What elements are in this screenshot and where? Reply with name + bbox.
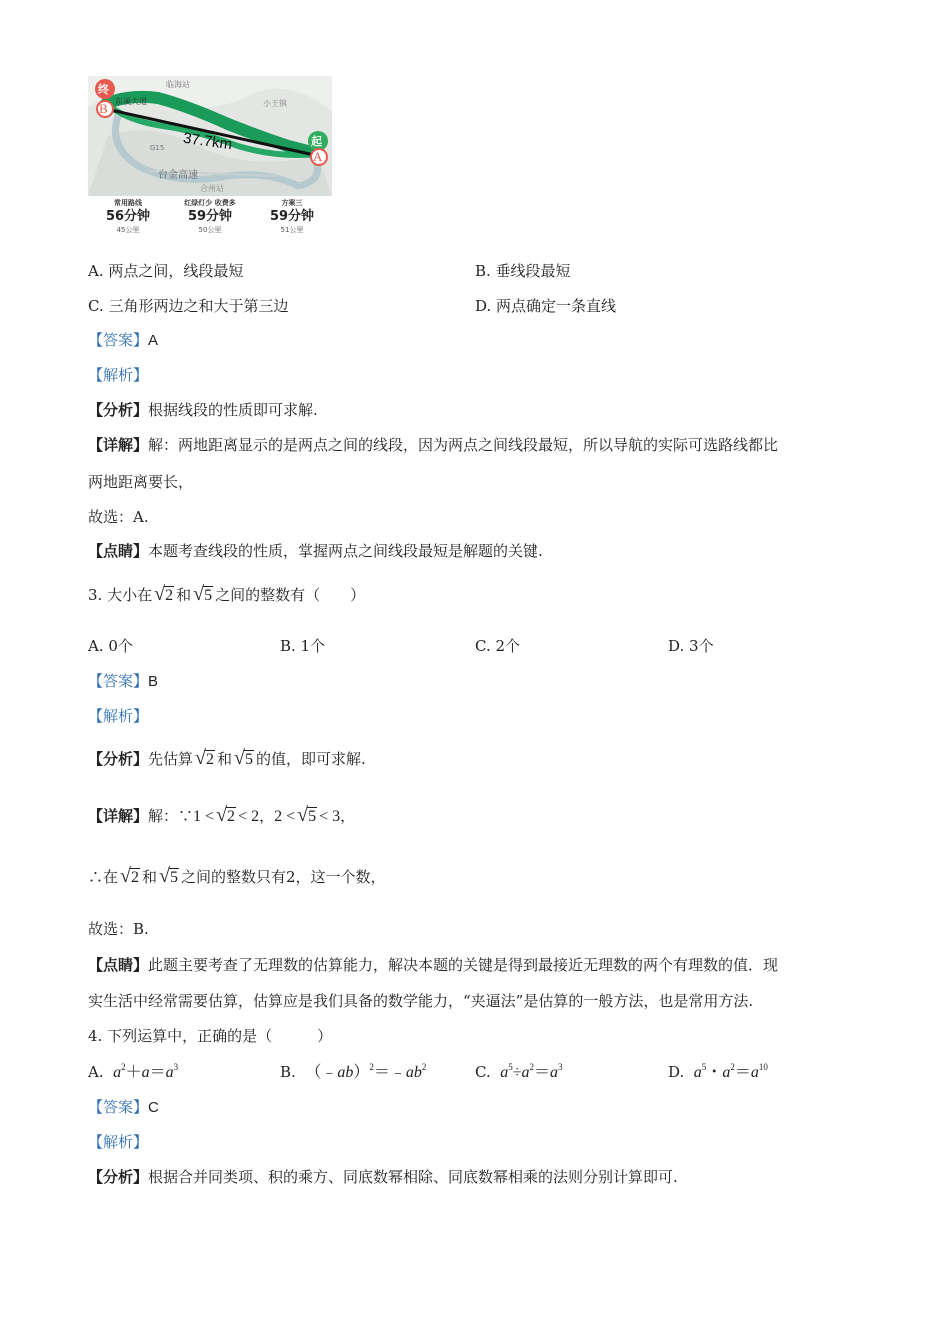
- sqrt-2: √2: [154, 583, 174, 605]
- dianjing-text: 此题主要考查了无理数的估算能力，解决本题的关键是得到最接近无理数的两个有理数的值．现: [148, 956, 779, 974]
- concl-pre: ∴在: [88, 868, 119, 886]
- route-option-2[interactable]: [168, 198, 252, 235]
- q4-stem: 4. 下列运算中，正确的是（ ）: [88, 1027, 333, 1045]
- answer-value: A: [148, 332, 159, 349]
- detail-tag: 【详解】: [88, 436, 149, 454]
- sqrt-2: √2: [195, 747, 215, 769]
- comma: ，: [340, 807, 356, 825]
- stem-post: 之间的整数有（ ）: [215, 586, 366, 604]
- answer-tag: 【答案】: [88, 331, 149, 349]
- fenxi-tag: 【分析】: [88, 401, 149, 419]
- distance-label: 37.7km: [182, 129, 234, 154]
- map-label-place3: 合州站: [200, 184, 224, 193]
- answer-tag: 【答案】: [88, 1098, 149, 1116]
- stem-pre: 3. 大小在: [88, 586, 153, 604]
- point-a-label: A: [313, 149, 323, 164]
- map-label-station: 临海站: [166, 80, 190, 89]
- q3-dianjing-line-2: 实生活中经常需要估算，估算应是我们具备的数学能力，“夹逼法”是估算的一般方法，也是常用方法.: [88, 992, 754, 1010]
- sqrt-5: √5: [234, 747, 254, 769]
- q2-dianjing-line: [88, 541, 543, 561]
- route-summary-row: [88, 198, 332, 244]
- start-marker-label: 起: [311, 135, 322, 148]
- q3-option-d: D. 3个: [668, 637, 714, 655]
- q3-analysis-tag: 【解析】: [88, 707, 149, 725]
- q4-fenxi-line: [88, 1167, 678, 1187]
- sqrt-2: √2: [120, 865, 139, 887]
- radicand: 2: [131, 869, 139, 886]
- map-label-place1: 东溪大道: [115, 97, 147, 106]
- q2-fenxi-line: [88, 400, 318, 420]
- point-b-label: B: [99, 101, 108, 116]
- radicand: 5: [204, 587, 213, 604]
- sqrt-5: √5: [159, 865, 178, 887]
- answer-tag: 【答案】: [88, 672, 149, 690]
- q2-analysis-tag: 【解析】: [88, 366, 149, 384]
- q2-answer-line: [88, 330, 158, 351]
- fenxi-tag: 【分析】: [88, 750, 149, 768]
- answer-value: B: [148, 673, 159, 690]
- radicand: 5: [170, 869, 178, 886]
- q4-analysis-tag: 【解析】: [88, 1133, 149, 1151]
- map-label-road: 台金高速: [158, 170, 198, 181]
- fenxi-tag: 【分析】: [88, 1168, 149, 1186]
- answer-value: C: [148, 1099, 159, 1116]
- concl-post: 之间的整数只有2，这一个数，: [181, 868, 386, 886]
- route-option-1[interactable]: [88, 198, 168, 235]
- q3-choose: 故选：B.: [88, 920, 149, 938]
- dianjing-tag: 【点睛】: [88, 542, 149, 560]
- stem-and: 和: [176, 586, 192, 604]
- map-label-place2: G15: [150, 144, 165, 152]
- sqrt-2: √2: [216, 804, 236, 826]
- route-map-figure: [88, 76, 332, 244]
- fenxi-post: 的值，即可求解.: [256, 750, 366, 768]
- ineq1-right: < 2: [238, 808, 260, 825]
- q2-detail-line-1: [88, 435, 778, 455]
- sqrt-5: √5: [193, 583, 213, 605]
- radicand: 2: [206, 751, 215, 768]
- q3-option-a: A. 0个: [88, 637, 133, 655]
- q2-detail-line-2: 两地距离要长，: [88, 473, 194, 491]
- fenxi-and: 和: [217, 750, 233, 768]
- radicand: 2: [227, 808, 236, 825]
- q3-detail-line: [88, 805, 355, 827]
- detail-text: 解：两地距离显示的是两点之间的线段，因为两点之间线段最短，所以导航的实际可选路线都比: [148, 436, 779, 454]
- q4-option-d: D. $a^5$・$a^2=a^{10}$: [668, 1062, 768, 1081]
- radicand: 2: [165, 587, 174, 604]
- detail-tag: 【详解】: [88, 807, 149, 825]
- route-option-3[interactable]: [252, 198, 332, 235]
- q4-option-a: A. $a^2+a=a^3$: [88, 1062, 179, 1081]
- end-marker-label: 终: [98, 83, 109, 96]
- fenxi-text: 根据线段的性质即可求解.: [148, 401, 318, 419]
- q3-fenxi-line: [88, 748, 366, 770]
- q3-stem: [88, 584, 365, 606]
- q3-answer-line: [88, 671, 158, 692]
- route-dist: 45公里: [116, 226, 140, 234]
- ineq1-left: 1 <: [193, 808, 215, 825]
- dianjing-tag: 【点睛】: [88, 956, 149, 974]
- q3-conclusion-line: [88, 866, 386, 888]
- ineq2-left: 2 <: [274, 808, 296, 825]
- detail-pre: 解：∵: [148, 807, 194, 825]
- comma: ，: [259, 807, 275, 825]
- map-label-town: 小王镇: [263, 99, 287, 108]
- q4-option-b: B. $(﹣ab)^2=﹣ab^2$: [280, 1062, 427, 1081]
- fenxi-pre: 先估算: [148, 750, 194, 768]
- q3-dianjing-line-1: [88, 955, 778, 975]
- q4-option-c: C. $a^5\div a^2=a^3$: [475, 1062, 563, 1081]
- q2-option-a: A. 两点之间，线段最短: [88, 262, 244, 280]
- ineq2-right: < 3: [319, 808, 341, 825]
- q3-option-b: B. 1个: [280, 637, 326, 655]
- q4-answer-line: [88, 1097, 159, 1118]
- route-name: 常用路线: [114, 199, 142, 207]
- route-name: 方案三: [281, 199, 303, 207]
- dianjing-text: 本题考查线段的性质，掌握两点之间线段最短是解题的关键.: [148, 542, 543, 560]
- radicand: 5: [308, 808, 317, 825]
- q2-option-d: D. 两点确定一条直线: [475, 297, 617, 315]
- fenxi-text: 根据合并同类项、积的乘方、同底数幂相除、同底数幂相乘的法则分别计算即可.: [148, 1168, 678, 1186]
- route-name: 红绿灯少 收费多: [184, 199, 236, 207]
- q3-option-c: C. 2个: [475, 637, 521, 655]
- q2-choose: 故选：A.: [88, 508, 149, 526]
- q2-option-c: C. 三角形两边之和大于第三边: [88, 297, 289, 315]
- route-dist: 50公里: [198, 226, 222, 234]
- radicand: 5: [245, 751, 254, 768]
- route-time: 59分钟: [187, 209, 233, 224]
- route-dist: 51公里: [280, 226, 304, 234]
- concl-and: 和: [142, 868, 158, 886]
- q2-option-b: B. 垂线段最短: [475, 262, 571, 280]
- sqrt-5: √5: [297, 804, 317, 826]
- route-time: 56分钟: [105, 209, 151, 224]
- route-time: 59分钟: [269, 209, 315, 224]
